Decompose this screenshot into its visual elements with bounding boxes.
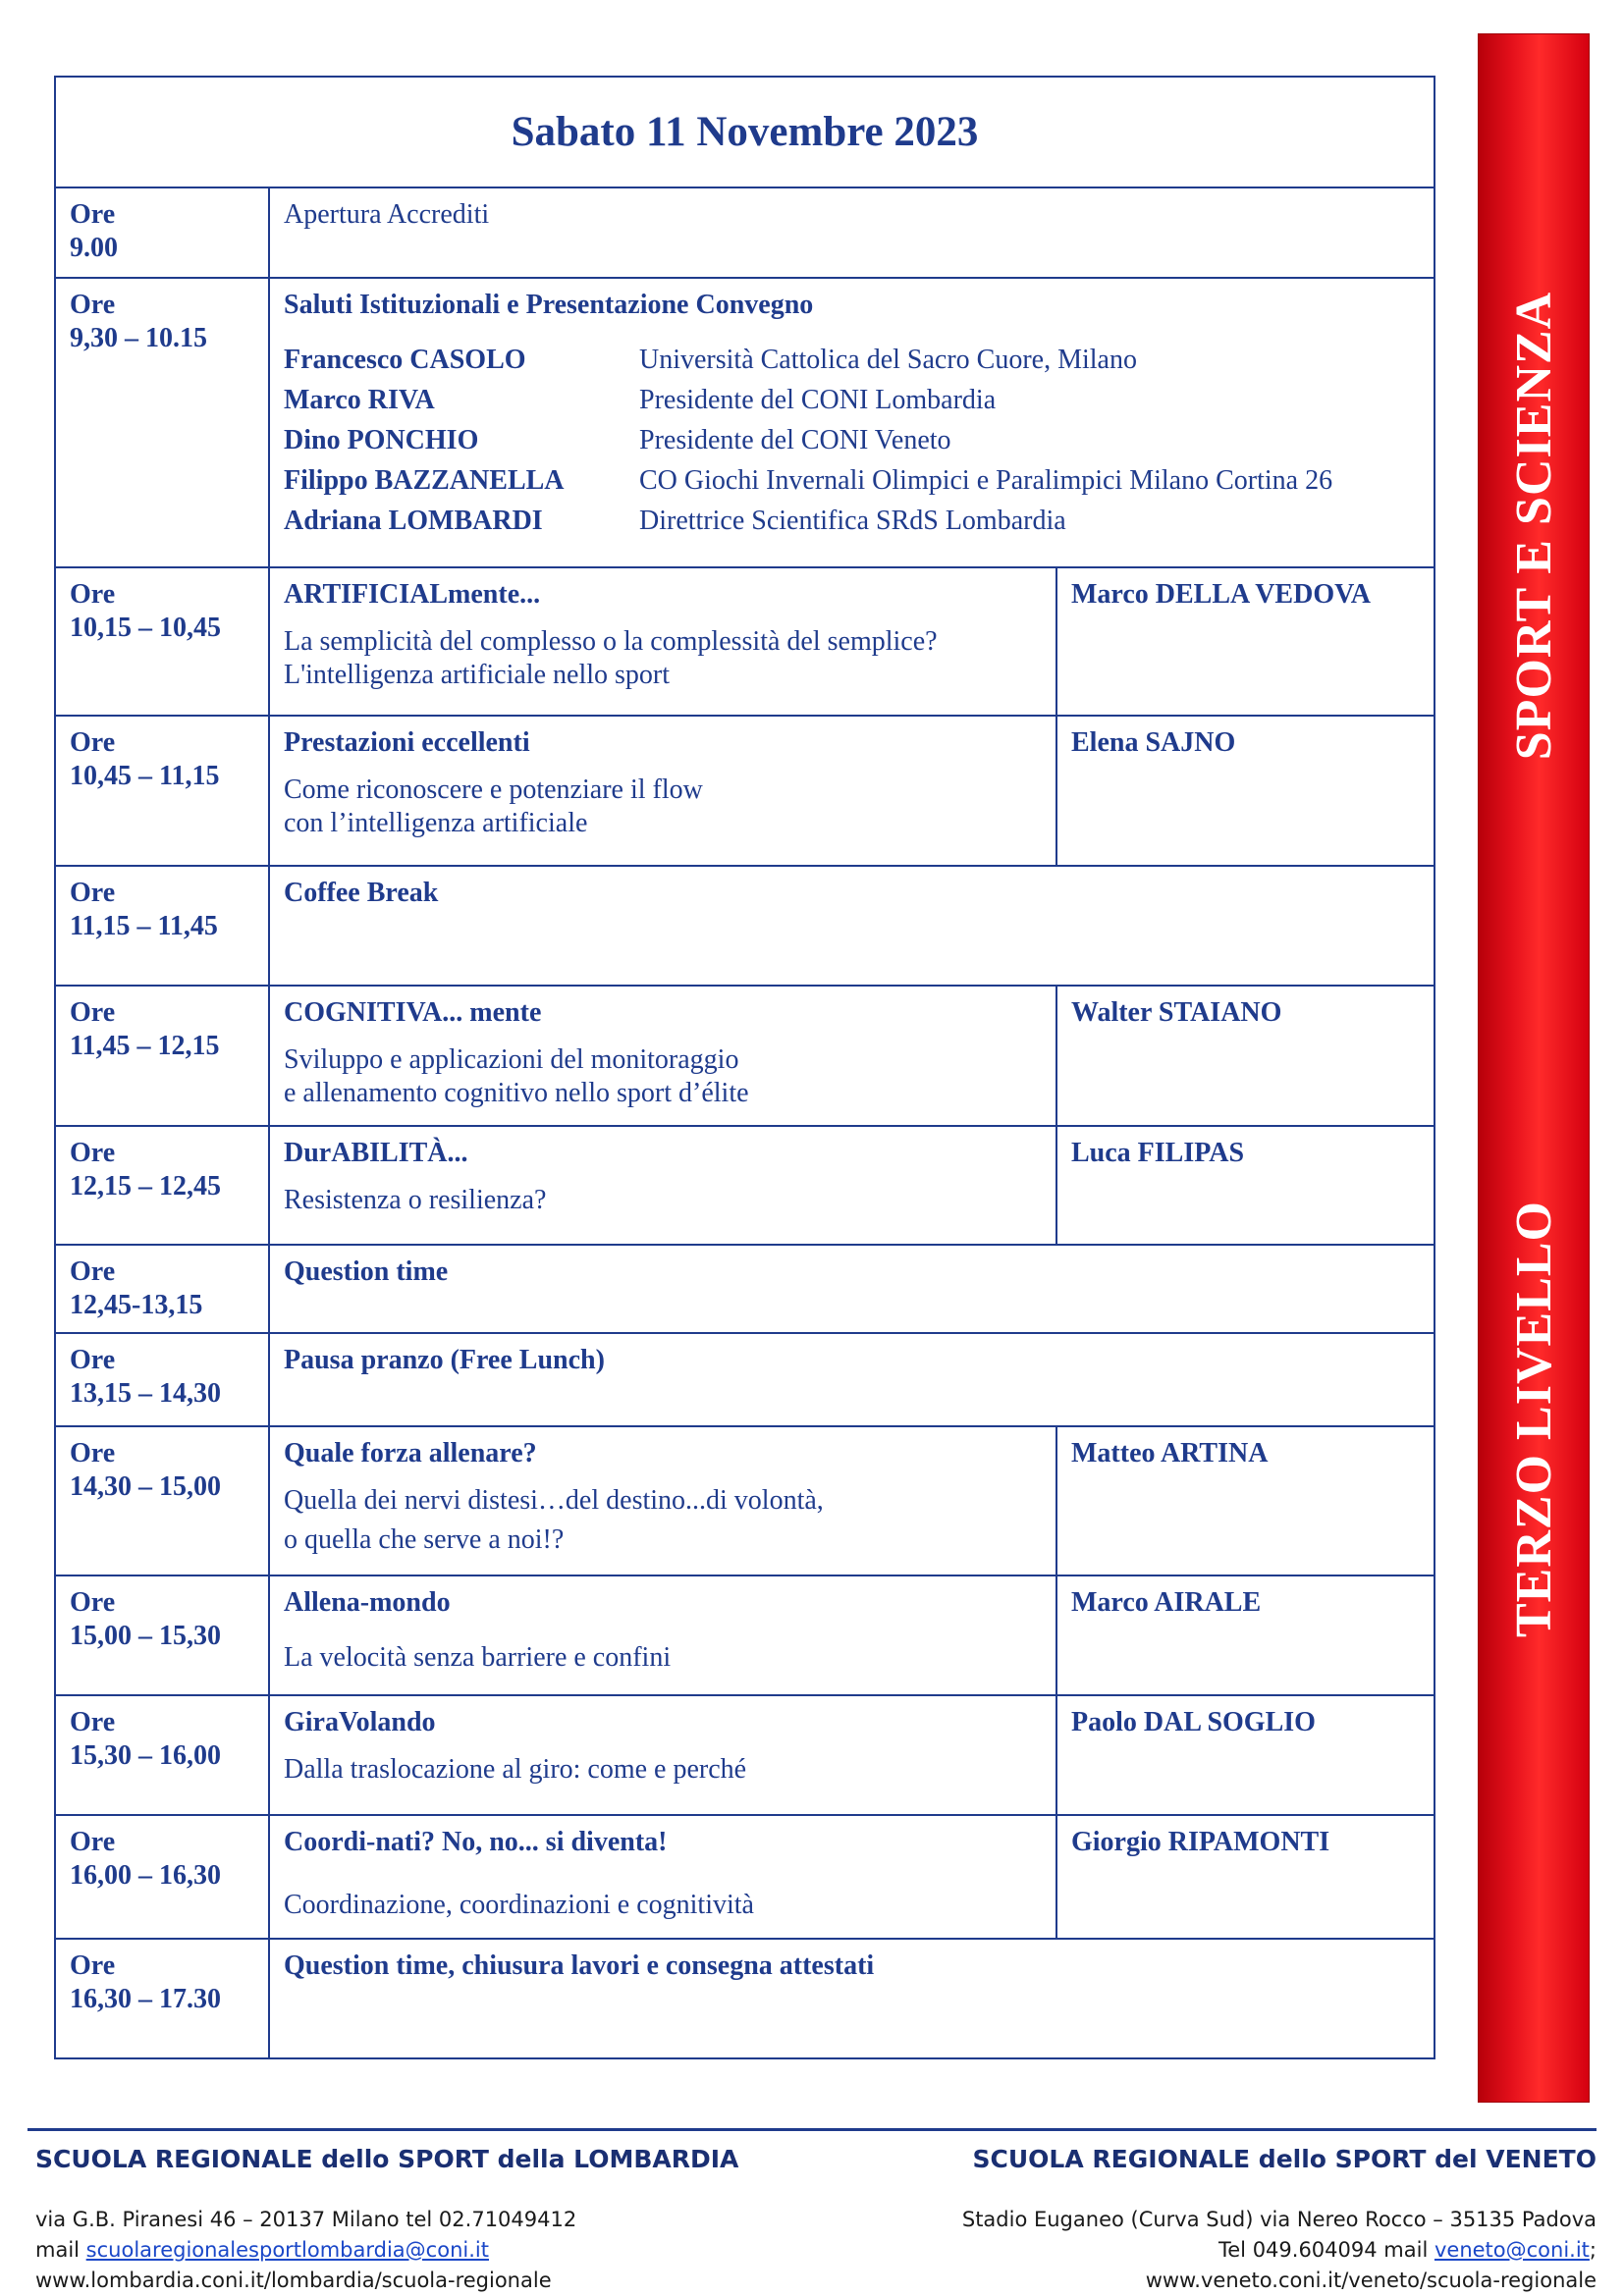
time-cell: Ore 12,15 – 12,45 bbox=[56, 1127, 270, 1244]
speaker-entry: Marco RIVA Presidente del CONI Lombardia bbox=[284, 384, 997, 415]
schedule-table bbox=[54, 76, 1435, 2059]
topic-cell: Allena-mondo La velocità senza barriere e confini bbox=[270, 1576, 1057, 1694]
table-row bbox=[56, 188, 1434, 277]
time-cell: Ore 15,30 – 16,00 bbox=[56, 1696, 270, 1814]
email-link[interactable]: scuolaregionalesportlombardia@coni.it bbox=[85, 2238, 489, 2262]
topic-cell: Question time bbox=[284, 1256, 449, 1287]
time-cell: Ore 16,30 – 17.30 bbox=[56, 1940, 270, 2057]
speaker-cell: Marco DELLA VEDOVA bbox=[1071, 579, 1371, 610]
footer-divider bbox=[27, 2128, 1597, 2131]
time-cell: Ore 9,30 – 10.15 bbox=[56, 279, 270, 566]
time-cell: Ore 11,15 – 11,45 bbox=[56, 867, 270, 985]
speaker-cell: Giorgio RIPAMONTI bbox=[1071, 1827, 1330, 1857]
topic-cell: Coffee Break bbox=[284, 878, 439, 908]
time-cell: Ore 14,30 – 15,00 bbox=[56, 1427, 270, 1575]
topic-cell: Saluti Istituzionali e Presentazione Convegno Francesco CASOLO Università Cattolica del Sacro Cuore, Milano Marco RIVA Presidente del CONI Lombardia Dino PONCHIO Presidente del CONI Veneto Filippo BAZZANELLA CO Giochi Invernali Olimpici e Paralimpici Milano Cortina 26 Adriana LOMBARDI Direttrice Scientifica SRdS Lombardia bbox=[270, 279, 1434, 566]
band-title-top: SPORT E SCIENZA bbox=[1506, 291, 1563, 760]
topic-cell: Apertura Accrediti bbox=[284, 199, 490, 230]
topic-cell: Quale forza allenare? Quella dei nervi distesi…del destino...di volontà, o quella che serve a noi!? bbox=[270, 1427, 1057, 1575]
speaker-cell: Walter STAIANO bbox=[1071, 997, 1282, 1028]
speaker-list bbox=[284, 340, 1420, 541]
table-row bbox=[56, 985, 1434, 1125]
speaker-entry: Dino PONCHIO Presidente del CONI Veneto bbox=[284, 424, 951, 455]
table-row bbox=[56, 1814, 1434, 1938]
table-row bbox=[56, 865, 1434, 985]
time-cell: Ore 16,00 – 16,30 bbox=[56, 1816, 270, 1938]
table-row bbox=[56, 1125, 1434, 1244]
speaker-cell: Matteo ARTINA bbox=[1071, 1438, 1269, 1468]
speaker-entry: Filippo BAZZANELLA CO Giochi Invernali Olimpici e Paralimpici Milano Cortina 26 bbox=[284, 464, 1333, 496]
table-row bbox=[56, 1425, 1434, 1575]
speaker-cell: Elena SAJNO bbox=[1071, 727, 1236, 758]
time-cell: Ore 11,45 – 12,15 bbox=[56, 987, 270, 1125]
footer-mail-line: mail scuolaregionalesportlombardia@coni.it bbox=[35, 2238, 489, 2262]
side-band bbox=[1478, 33, 1590, 2103]
footer-lombardia bbox=[35, 2145, 738, 2296]
time-cell: Ore 12,45-13,15 bbox=[56, 1246, 270, 1332]
footer-web: www.veneto.coni.it/veneto/scuola-regionale bbox=[1145, 2269, 1597, 2292]
speaker-entry: Francesco CASOLO Università Cattolica del Sacro Cuore, Milano bbox=[284, 344, 1137, 375]
footer-web: www.lombardia.coni.it/lombardia/scuola-regionale bbox=[35, 2269, 552, 2292]
table-row bbox=[56, 1694, 1434, 1814]
speaker-cell: Paolo DAL SOGLIO bbox=[1071, 1707, 1316, 1737]
email-link[interactable]: veneto@coni.it bbox=[1434, 2238, 1590, 2262]
table-row bbox=[56, 566, 1434, 715]
table-row bbox=[56, 715, 1434, 865]
time-cell: Ore 13,15 – 14,30 bbox=[56, 1334, 270, 1425]
time-cell: Ore 9.00 bbox=[56, 188, 270, 277]
table-row bbox=[56, 1575, 1434, 1694]
topic-cell: COGNITIVA... mente Sviluppo e applicazioni del monitoraggio e allenamento cognitivo nello sport d’élite bbox=[270, 987, 1057, 1125]
speaker-cell: Marco AIRALE bbox=[1071, 1587, 1262, 1618]
time-cell: Ore 15,00 – 15,30 bbox=[56, 1576, 270, 1694]
footer-address: via G.B. Piranesi 46 – 20137 Milano tel 02.71049412 bbox=[35, 2208, 577, 2231]
band-title-bottom: TERZO LIVELLO bbox=[1506, 1200, 1563, 1637]
topic-cell: Pausa pranzo (Free Lunch) bbox=[284, 1345, 605, 1375]
footer-title-lombardia: SCUOLA REGIONALE dello SPORT della LOMBARDIA bbox=[35, 2145, 739, 2173]
table-row bbox=[56, 1332, 1434, 1425]
footer-mail-line: Tel 049.604094 mail veneto@coni.it; bbox=[1218, 2238, 1597, 2262]
topic-cell: DurABILITÀ... Resistenza o resilienza? bbox=[270, 1127, 1057, 1244]
topic-cell: Question time, chiusura lavori e consegna attestati bbox=[284, 1950, 875, 1981]
topic-cell: Coordi-nati? No, no... si diventa! Coordinazione, coordinazioni e cognitività bbox=[270, 1816, 1057, 1938]
page-title: Sabato 11 Novembre 2023 bbox=[56, 78, 1434, 188]
footer-title-veneto: SCUOLA REGIONALE dello SPORT del VENETO bbox=[972, 2145, 1597, 2173]
speaker-cell: Luca FILIPAS bbox=[1071, 1138, 1245, 1168]
table-row bbox=[56, 1938, 1434, 2057]
table-row bbox=[56, 277, 1434, 566]
time-cell: Ore 10,45 – 11,15 bbox=[56, 717, 270, 865]
table-row bbox=[56, 1244, 1434, 1332]
footer-veneto bbox=[962, 2145, 1597, 2296]
time-cell: Ore 10,15 – 10,45 bbox=[56, 568, 270, 715]
topic-cell: ARTIFICIALmente... La semplicità del complesso o la complessità del semplice? L'intelligenza artificiale nello sport bbox=[270, 568, 1057, 715]
topic-cell: Prestazioni eccellenti Come riconoscere e potenziare il flow con l’intelligenza artificiale bbox=[270, 717, 1057, 865]
footer-address: Stadio Euganeo (Curva Sud) via Nereo Rocco – 35135 Padova bbox=[961, 2208, 1597, 2231]
topic-cell: GiraVolando Dalla traslocazione al giro: come e perché bbox=[270, 1696, 1057, 1814]
speaker-entry: Adriana LOMBARDI Direttrice Scientifica SRdS Lombardia bbox=[284, 505, 1066, 536]
